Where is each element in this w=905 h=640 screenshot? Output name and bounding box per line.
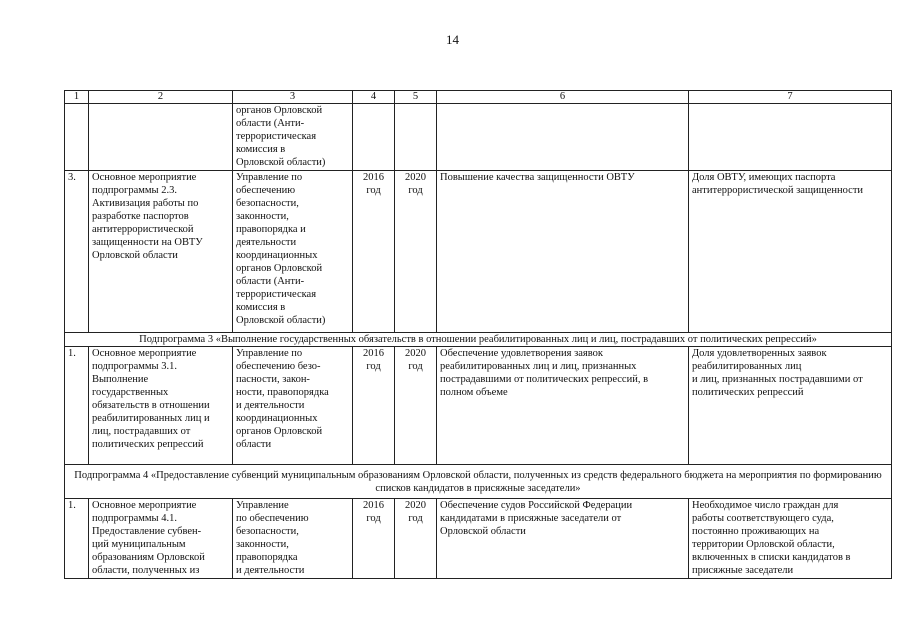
table-row — [65, 347, 892, 465]
start-year-cell: 2016 год — [353, 499, 395, 579]
table-row-continuation — [65, 104, 892, 171]
row-number: 1. — [65, 347, 89, 465]
executor-cell: органов Орловской области (Анти- террористическая комиссия в Орловской области) — [233, 104, 353, 171]
header-cell-6: 6 — [437, 91, 689, 104]
end-year-cell: 2020 год — [395, 171, 437, 333]
end-year-cell — [395, 104, 437, 171]
end-year-cell: 2020 год — [395, 499, 437, 579]
result-cell: Обеспечение судов Российской Федерации кандидатами в присяжные заседатели от Орловской области — [437, 499, 689, 579]
table-row — [65, 171, 892, 333]
section-row — [65, 465, 892, 499]
indicator-cell — [689, 104, 892, 171]
header-cell-1: 1 — [65, 91, 89, 104]
row-number — [65, 104, 89, 171]
measure-cell — [89, 104, 233, 171]
subprogram-3-heading: Подпрограмма 3 «Выполнение государственных обязательств в отношении реабилитированных лиц и лиц, пострадавших от политических репрессий» — [65, 333, 892, 347]
end-year-cell: 2020 год — [395, 347, 437, 465]
page-number: 14 — [446, 32, 459, 47]
indicator-cell: Доля удовлетворенных заявок реабилитированных лиц и лиц, признанных пострадавшими от политических репрессий — [689, 347, 892, 465]
executor-cell: Управление по обеспечению безо- пасности, закон- ности, правопорядка и деятельности координационных органов Орловской области — [233, 347, 353, 465]
subprogram-4-heading: Подпрограмма 4 «Предоставление субвенций муниципальным образованиям Орловской области, полученных из средств федерального бюджета на мероприятия по формированию списков кандидатов в присяжные заседатели» — [65, 465, 892, 499]
section-row — [65, 333, 892, 347]
executor-cell: Управление по обеспечению безопасности, законности, правопорядка и деятельности координационных органов Орловской области (Анти- террористическая комиссия в Орловской области) — [233, 171, 353, 333]
row-number: 1. — [65, 499, 89, 579]
header-cell-2: 2 — [89, 91, 233, 104]
executor-cell: Управление по обеспечению безопасности, законности, правопорядка и деятельности — [233, 499, 353, 579]
measure-cell: Основное мероприятие подпрограммы 3.1. Выполнение государственных обязательств в отношении реабилитированных лиц и лиц, пострадавших от политических репрессий — [89, 347, 233, 465]
result-cell: Повышение качества защищенности ОВТУ — [437, 171, 689, 333]
measures-table — [64, 90, 892, 579]
header-row — [65, 91, 892, 104]
measure-cell: Основное мероприятие подпрограммы 2.3. Активизация работы по разработке паспортов антитеррористической защищенности на ОВТУ Орловской области — [89, 171, 233, 333]
header-cell-4: 4 — [353, 91, 395, 104]
row-number: 3. — [65, 171, 89, 333]
start-year-cell: 2016 год — [353, 171, 395, 333]
header-cell-3: 3 — [233, 91, 353, 104]
table-row — [65, 499, 892, 579]
result-cell: Обеспечение удовлетворения заявок реабилитированных лиц и лиц, признанных пострадавшими от политических репрессий, в полном объеме — [437, 347, 689, 465]
result-cell — [437, 104, 689, 171]
indicator-cell: Доля ОВТУ, имеющих паспорта антитеррористической защищенности — [689, 171, 892, 333]
indicator-cell: Необходимое число граждан для работы соответствующего суда, постоянно проживающих на территории Орловской области, включенных в списки кандидатов в присяжные заседатели — [689, 499, 892, 579]
start-year-cell: 2016 год — [353, 347, 395, 465]
measure-cell: Основное мероприятие подпрограммы 4.1. Предоставление субвен- ций муниципальным образованиям Орловской области, полученных из — [89, 499, 233, 579]
header-cell-5: 5 — [395, 91, 437, 104]
start-year-cell — [353, 104, 395, 171]
header-cell-7: 7 — [689, 91, 892, 104]
